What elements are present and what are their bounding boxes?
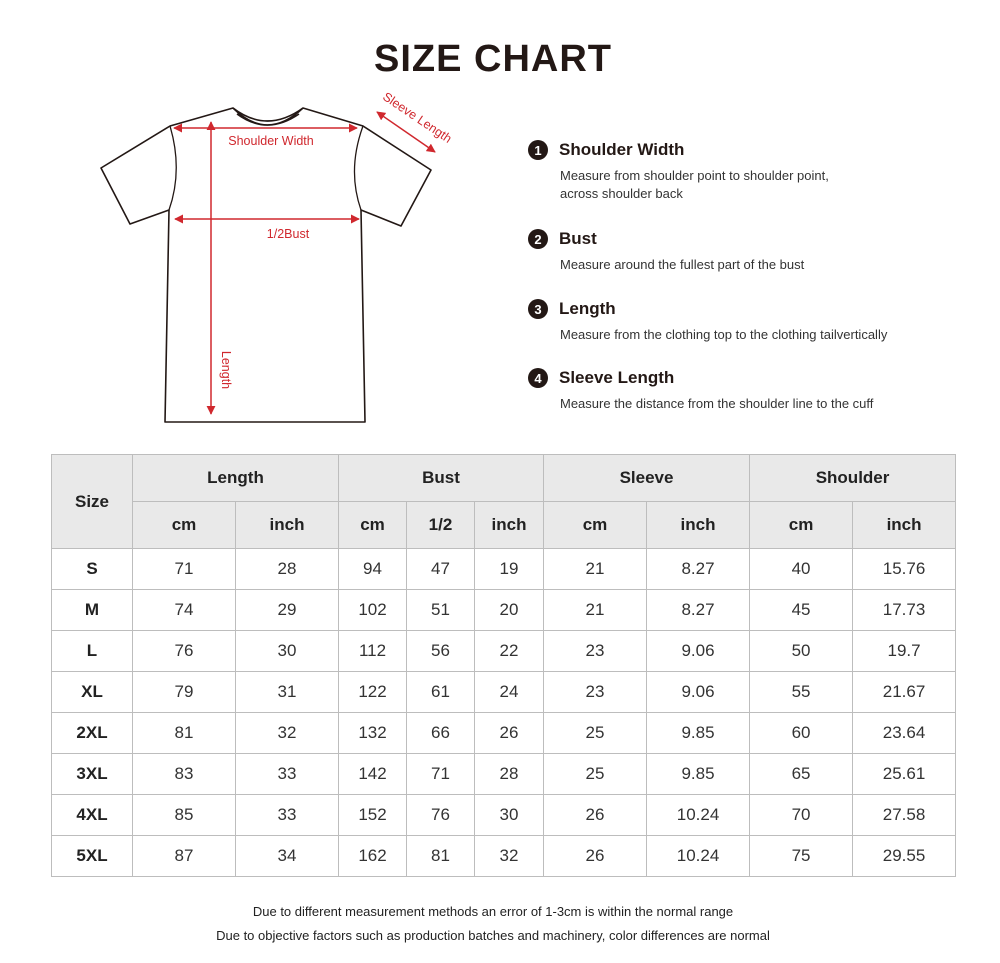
size-table-body <box>52 549 956 877</box>
table-cell: 61 <box>407 672 475 713</box>
table-cell: 33 <box>236 795 339 836</box>
table-cell: 8.27 <box>647 590 750 631</box>
table-cell: 22 <box>475 631 544 672</box>
table-cell: 27.58 <box>853 795 956 836</box>
table-cell: 142 <box>339 754 407 795</box>
table-cell: 87 <box>133 836 236 877</box>
page-title: SIZE CHART <box>374 38 612 80</box>
table-row <box>52 631 956 672</box>
footnote-measurement: Due to different measurement methods an error of 1-3cm is within the normal range <box>252 904 734 919</box>
table-cell: 51 <box>407 590 475 631</box>
table-row <box>52 713 956 754</box>
unit-header: 1/2 <box>407 502 475 549</box>
table-cell: 112 <box>339 631 407 672</box>
table-cell: 55 <box>750 672 853 713</box>
table-cell: 10.24 <box>647 836 750 877</box>
table-cell: 47 <box>407 549 475 590</box>
guide-description: Measure from shoulder point to shoulder point, across shoulder back <box>560 168 829 201</box>
table-cell: 152 <box>339 795 407 836</box>
table-cell: 76 <box>407 795 475 836</box>
unit-header: cm <box>339 502 407 549</box>
unit-header: cm <box>750 502 853 549</box>
table-cell: 71 <box>133 549 236 590</box>
length-label: Length <box>219 350 233 390</box>
table-cell: 9.85 <box>647 713 750 754</box>
table-cell: 50 <box>750 631 853 672</box>
table-cell: 21 <box>544 590 647 631</box>
group-header-length: Length <box>133 455 339 502</box>
guide-description: Measure the distance from the shoulder line to the cuff <box>560 396 874 411</box>
table-cell: 19.7 <box>853 631 956 672</box>
table-row <box>52 672 956 713</box>
table-cell: 102 <box>339 590 407 631</box>
table-cell: 94 <box>339 549 407 590</box>
table-cell: 28 <box>475 754 544 795</box>
table-cell: 26 <box>475 713 544 754</box>
size-label-cell: S <box>52 549 133 590</box>
table-cell: 9.06 <box>647 631 750 672</box>
guide-heading: Bust <box>559 229 597 248</box>
table-cell: 76 <box>133 631 236 672</box>
guide-description: Measure around the fullest part of the bust <box>560 257 805 272</box>
tshirt-diagram <box>95 90 475 430</box>
unit-header: inch <box>475 502 544 549</box>
table-row <box>52 549 956 590</box>
guide-item-sleeve <box>528 368 873 413</box>
table-cell: 132 <box>339 713 407 754</box>
table-cell: 25 <box>544 713 647 754</box>
group-header-sleeve: Sleeve <box>544 455 750 502</box>
table-cell: 45 <box>750 590 853 631</box>
table-cell: 81 <box>407 836 475 877</box>
table-cell: 162 <box>339 836 407 877</box>
table-cell: 28 <box>236 549 339 590</box>
table-cell: 23 <box>544 631 647 672</box>
table-cell: 9.85 <box>647 754 750 795</box>
guide-item-length <box>528 299 887 344</box>
table-row <box>52 590 956 631</box>
table-cell: 85 <box>133 795 236 836</box>
size-table <box>51 454 956 877</box>
guide-item-shoulder <box>528 140 829 203</box>
table-cell: 31 <box>236 672 339 713</box>
table-cell: 24 <box>475 672 544 713</box>
table-cell: 26 <box>544 795 647 836</box>
table-cell: 30 <box>475 795 544 836</box>
guide-heading: Shoulder Width <box>559 140 685 159</box>
table-cell: 81 <box>133 713 236 754</box>
table-cell: 23.64 <box>853 713 956 754</box>
number-badge-4: 4 <box>528 368 548 388</box>
table-cell: 20 <box>475 590 544 631</box>
guide-description: Measure from the clothing top to the clothing tailvertically <box>560 327 888 342</box>
size-label-cell: 5XL <box>52 836 133 877</box>
size-label-cell: XL <box>52 672 133 713</box>
table-cell: 21 <box>544 549 647 590</box>
bust-label: 1/2Bust <box>266 227 310 241</box>
guide-heading: Length <box>559 299 616 318</box>
table-cell: 21.67 <box>853 672 956 713</box>
table-cell: 66 <box>407 713 475 754</box>
table-cell: 25 <box>544 754 647 795</box>
unit-header: cm <box>544 502 647 549</box>
group-header-bust: Bust <box>339 455 544 502</box>
table-row <box>52 754 956 795</box>
size-label-cell: 4XL <box>52 795 133 836</box>
table-cell: 26 <box>544 836 647 877</box>
unit-header: inch <box>236 502 339 549</box>
table-cell: 75 <box>750 836 853 877</box>
table-cell: 23 <box>544 672 647 713</box>
table-cell: 79 <box>133 672 236 713</box>
table-cell: 83 <box>133 754 236 795</box>
unit-header: inch <box>853 502 956 549</box>
table-cell: 122 <box>339 672 407 713</box>
table-cell: 17.73 <box>853 590 956 631</box>
table-cell: 10.24 <box>647 795 750 836</box>
size-label-cell: L <box>52 631 133 672</box>
table-cell: 29.55 <box>853 836 956 877</box>
table-cell: 60 <box>750 713 853 754</box>
table-cell: 25.61 <box>853 754 956 795</box>
group-header-shoulder: Shoulder <box>750 455 956 502</box>
unit-header: inch <box>647 502 750 549</box>
table-cell: 33 <box>236 754 339 795</box>
size-label-cell: 3XL <box>52 754 133 795</box>
table-cell: 32 <box>236 713 339 754</box>
number-badge-3: 3 <box>528 299 548 319</box>
sleeve-length-label: Sleeve Length <box>380 90 455 146</box>
size-label-cell: M <box>52 590 133 631</box>
table-row <box>52 836 956 877</box>
table-cell: 32 <box>475 836 544 877</box>
table-cell: 71 <box>407 754 475 795</box>
table-cell: 8.27 <box>647 549 750 590</box>
table-cell: 34 <box>236 836 339 877</box>
tshirt-outline <box>101 108 431 422</box>
unit-header: cm <box>133 502 236 549</box>
shoulder-width-label: Shoulder Width <box>228 134 314 148</box>
table-cell: 70 <box>750 795 853 836</box>
table-cell: 29 <box>236 590 339 631</box>
table-cell: 15.76 <box>853 549 956 590</box>
size-label-cell: 2XL <box>52 713 133 754</box>
table-cell: 40 <box>750 549 853 590</box>
number-badge-2: 2 <box>528 229 548 249</box>
table-cell: 65 <box>750 754 853 795</box>
number-badge-1: 1 <box>528 140 548 160</box>
table-cell: 74 <box>133 590 236 631</box>
guide-heading: Sleeve Length <box>559 368 675 387</box>
table-cell: 56 <box>407 631 475 672</box>
table-row <box>52 795 956 836</box>
guide-item-bust <box>528 229 804 274</box>
table-cell: 19 <box>475 549 544 590</box>
footnote-color: Due to objective factors such as production batches and machinery, color differences are normal <box>216 928 770 943</box>
table-cell: 30 <box>236 631 339 672</box>
size-column-header: Size <box>52 455 133 549</box>
table-cell: 9.06 <box>647 672 750 713</box>
